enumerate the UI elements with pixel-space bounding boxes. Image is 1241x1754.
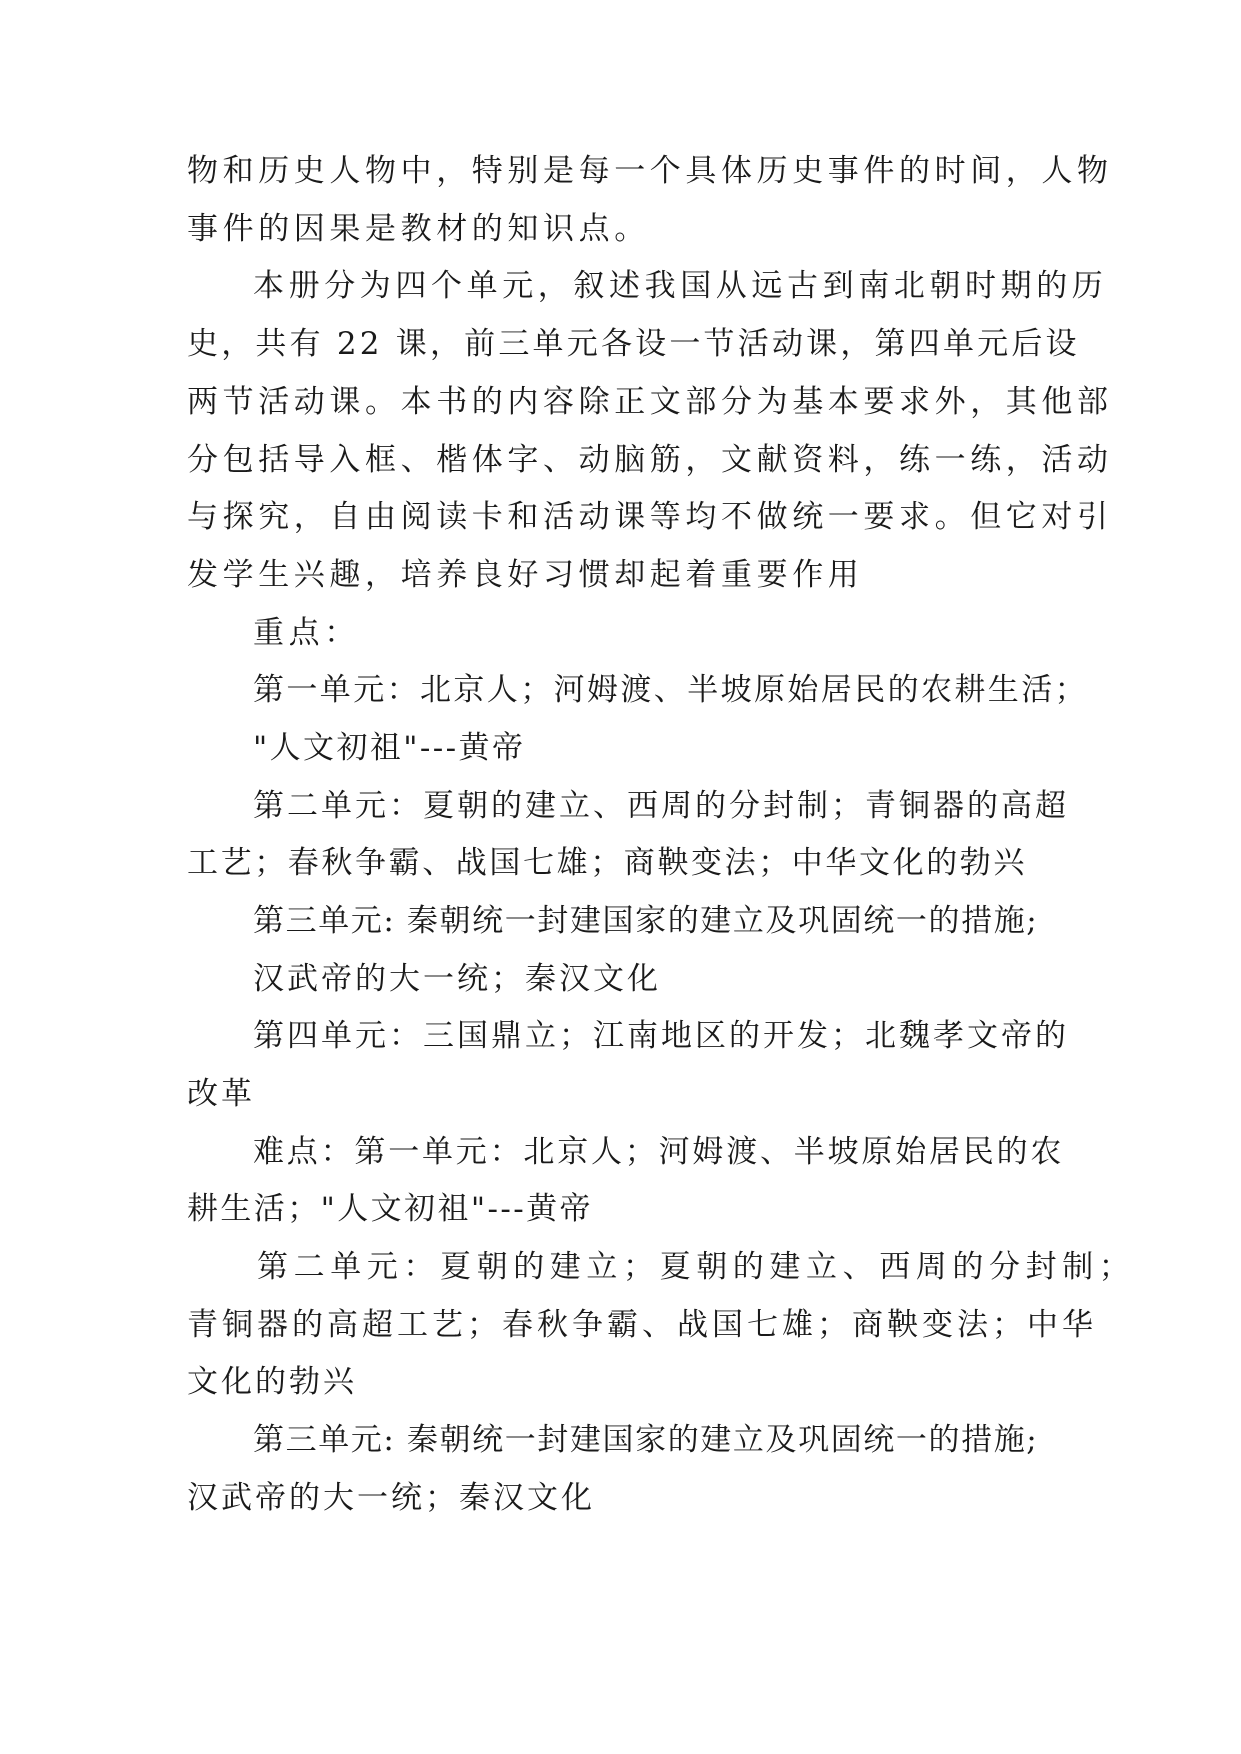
text-line: 第一单元：北京人；河姆渡、半坡原始居民的农耕生活； [253, 672, 1088, 708]
text-line: 第二单元：夏朝的建立、西周的分封制；青铜器的高超 [253, 788, 1069, 824]
text-line: 物和历史人物中，特别是每一个具体历史事件的时间，人物 [187, 153, 1113, 189]
text-line: "人文初祖"---黄帝 [253, 730, 526, 766]
text-line: 耕生活；"人文初祖"---黄帝 [187, 1191, 593, 1227]
text-line: 第四单元：三国鼎立；江南地区的开发；北魏孝文帝的 [253, 1018, 1069, 1054]
text-line: 工艺；春秋争霸、战国七雄；商鞅变法；中华文化的勃兴 [187, 845, 1027, 881]
text-line: 难点：第一单元：北京人；河姆渡、半坡原始居民的农 [253, 1134, 1065, 1170]
text-line: 第二单元：夏朝的建立；夏朝的建立、西周的分封制； [257, 1249, 1136, 1285]
text-line: 改革 [187, 1076, 255, 1112]
text-line: 汉武帝的大一统；秦汉文化 [253, 961, 661, 997]
text-line: 第三单元: 秦朝统一封建国家的建立及巩固统一的措施; [253, 903, 1039, 939]
text-line: 两节活动课。本书的内容除正文部分为基本要求外，其他部 [187, 384, 1113, 420]
text-line: 第三单元: 秦朝统一封建国家的建立及巩固统一的措施; [253, 1422, 1039, 1458]
text-line: 青铜器的高超工艺；春秋争霸、战国七雄；商鞅变法；中华 [187, 1307, 1097, 1343]
text-line: 汉武帝的大一统；秦汉文化 [187, 1480, 595, 1516]
text-line: 本册分为四个单元，叙述我国从远古到南北朝时期的历 [253, 268, 1108, 304]
text-line: 史，共有 22 课，前三单元各设一节活动课，第四单元后设 [187, 326, 1080, 362]
text-line: 分包括导入框、楷体字、动脑筋，文献资料，练一练，活动 [187, 442, 1113, 478]
text-line: 与探究，自由阅读卡和活动课等均不做统一要求。但它对引 [187, 499, 1113, 535]
text-line: 事件的因果是教材的知识点。 [187, 211, 650, 247]
text-line: 发学生兴趣，培养良好习惯却起着重要作用 [187, 557, 864, 593]
section-heading-key-points: 重点： [253, 615, 360, 651]
text-line: 文化的勃兴 [187, 1364, 357, 1400]
